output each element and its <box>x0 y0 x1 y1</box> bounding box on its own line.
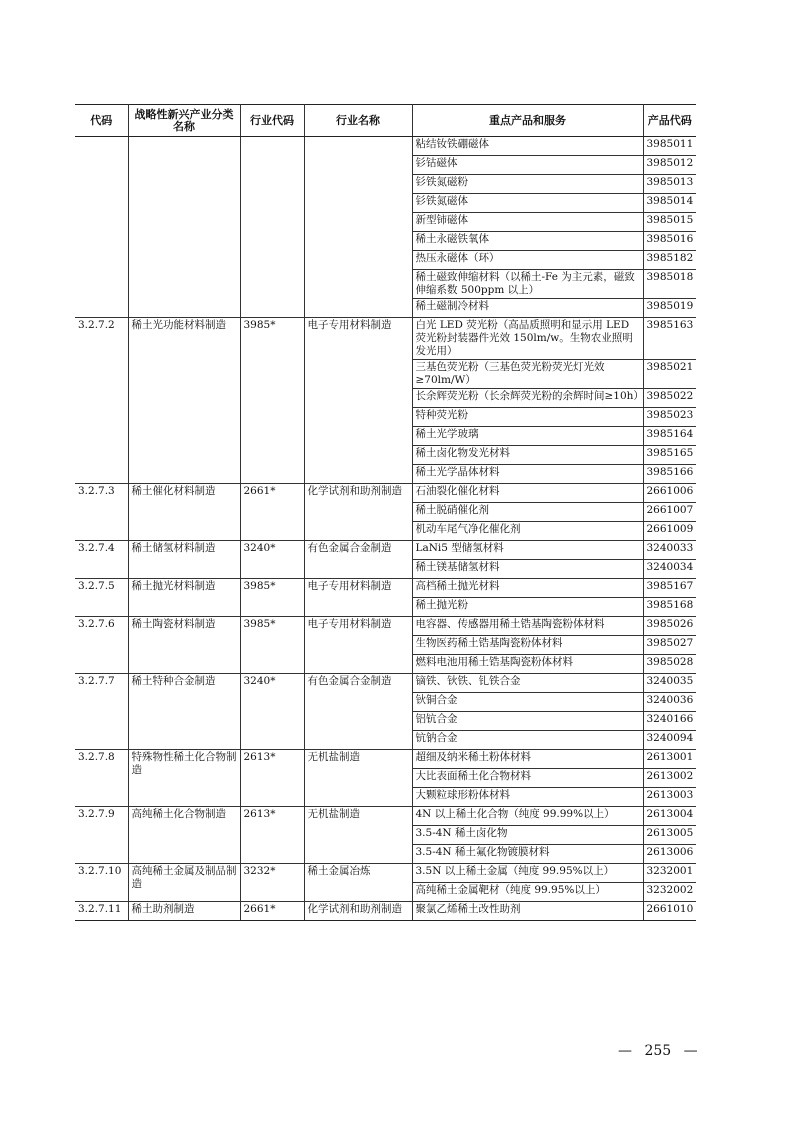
product-name: 4N 以上稀土化合物（纯度 99.99%以上） <box>412 807 643 826</box>
product-name: 稀土脱硝催化剂 <box>412 503 643 522</box>
product-code: 3240034 <box>643 560 696 579</box>
table-row <box>75 864 696 883</box>
footer-dash-left: — <box>618 1043 632 1059</box>
industry-code: 2661* <box>240 902 304 921</box>
page-number: 255 <box>644 1043 672 1059</box>
product-name: 钐铁氮磁体 <box>412 194 643 213</box>
table-header <box>75 105 696 137</box>
header-row <box>75 105 696 137</box>
product-code: 3985167 <box>643 579 696 598</box>
product-name: 粘结钕铁硼磁体 <box>412 137 643 156</box>
product-code: 3985182 <box>643 251 696 270</box>
product-code: 3232001 <box>643 864 696 883</box>
product-name: 三基色荧光粉（三基色荧光粉荧光灯光效≥70lm/W） <box>412 360 643 389</box>
product-code: 2613003 <box>643 788 696 807</box>
industry-name: 有色金属合金制造 <box>304 674 412 750</box>
product-code: 3985027 <box>643 636 696 655</box>
category-code: 3.2.7.11 <box>75 902 128 921</box>
industry-name: 电子专用材料制造 <box>304 318 412 484</box>
product-code: 3985015 <box>643 213 696 232</box>
product-code: 3985165 <box>643 446 696 465</box>
product-code: 2661009 <box>643 522 696 541</box>
industry-name: 无机盐制造 <box>304 750 412 807</box>
category-code: 3.2.7.10 <box>75 864 128 902</box>
industry-product-table <box>75 104 696 921</box>
product-code: 3985019 <box>643 299 696 318</box>
product-code: 3985021 <box>643 360 696 389</box>
table-body <box>75 137 696 921</box>
product-name: 机动车尾气净化催化剂 <box>412 522 643 541</box>
product-code: 3985023 <box>643 408 696 427</box>
category-name: 稀土催化材料制造 <box>128 484 240 541</box>
product-name: 长余辉荧光粉（长余辉荧光粉的余辉时间≥10h） <box>412 389 643 408</box>
product-name: 特种荧光粉 <box>412 408 643 427</box>
product-code: 3240166 <box>643 712 696 731</box>
product-name: 高纯稀土金属靶材（纯度 99.95%以上） <box>412 883 643 902</box>
product-name: 钐钴磁体 <box>412 156 643 175</box>
product-code: 2661007 <box>643 503 696 522</box>
header-code: 代码 <box>75 105 128 137</box>
category-name: 稀土光功能材料制造 <box>128 318 240 484</box>
product-name: 新型铈磁体 <box>412 213 643 232</box>
industry-code: 3985* <box>240 579 304 617</box>
product-name: 高档稀土抛光材料 <box>412 579 643 598</box>
category-name <box>128 137 240 318</box>
product-code: 2613006 <box>643 845 696 864</box>
product-code: 3240033 <box>643 541 696 560</box>
header-product-code: 产品代码 <box>643 105 696 137</box>
category-name: 特殊物性稀土化合物制造 <box>128 750 240 807</box>
product-name: 钬铜合金 <box>412 693 643 712</box>
header-products: 重点产品和服务 <box>412 105 643 137</box>
product-code: 2613005 <box>643 826 696 845</box>
industry-code: 3985* <box>240 318 304 484</box>
product-code: 3985164 <box>643 427 696 446</box>
product-code: 3240035 <box>643 674 696 693</box>
table-row <box>75 807 696 826</box>
product-name: 铝钪合金 <box>412 712 643 731</box>
product-code: 2613001 <box>643 750 696 769</box>
category-name: 稀土特种合金制造 <box>128 674 240 750</box>
product-name: 大比表面稀土化合物材料 <box>412 769 643 788</box>
category-code <box>75 137 128 318</box>
industry-name: 无机盐制造 <box>304 807 412 864</box>
product-name: 稀土卤化物发光材料 <box>412 446 643 465</box>
category-code: 3.2.7.7 <box>75 674 128 750</box>
table-row <box>75 674 696 693</box>
industry-code: 3240* <box>240 674 304 750</box>
product-code: 3985013 <box>643 175 696 194</box>
industry-code: 2613* <box>240 807 304 864</box>
product-code: 3985018 <box>643 270 696 299</box>
category-name: 高纯稀土化合物制造 <box>128 807 240 864</box>
product-code: 3985028 <box>643 655 696 674</box>
product-code: 2613002 <box>643 769 696 788</box>
product-code: 2661006 <box>643 484 696 503</box>
industry-name: 稀土金属冶炼 <box>304 864 412 902</box>
industry-name: 电子专用材料制造 <box>304 617 412 674</box>
industry-name: 有色金属合金制造 <box>304 541 412 579</box>
industry-name: 化学试剂和助剂制造 <box>304 902 412 921</box>
category-code: 3.2.7.8 <box>75 750 128 807</box>
product-name: 稀土光学玻璃 <box>412 427 643 446</box>
table-row <box>75 541 696 560</box>
product-code: 3232002 <box>643 883 696 902</box>
product-code: 3985022 <box>643 389 696 408</box>
product-name: 白光 LED 荧光粉（高品质照明和显示用 LED 荧光粉封装器件光效 150lm/w。生物农业照明发光用） <box>412 318 643 360</box>
product-name: LaNi5 型储氢材料 <box>412 541 643 560</box>
product-name: 钪钠合金 <box>412 731 643 750</box>
product-name: 石油裂化催化材料 <box>412 484 643 503</box>
product-name: 稀土镁基储氢材料 <box>412 560 643 579</box>
header-industry-name: 行业名称 <box>304 105 412 137</box>
product-name: 稀土磁致伸缩材料（以稀土-Fe 为主元素，磁致伸缩系数 500ppm 以上） <box>412 270 643 299</box>
product-name: 镝铁、钬铁、钆铁合金 <box>412 674 643 693</box>
product-name: 稀土光学晶体材料 <box>412 465 643 484</box>
category-code: 3.2.7.5 <box>75 579 128 617</box>
product-name: 稀土永磁铁氧体 <box>412 232 643 251</box>
product-name: 生物医药稀土锆基陶瓷粉体材料 <box>412 636 643 655</box>
industry-code: 3985* <box>240 617 304 674</box>
page-footer <box>618 1043 718 1059</box>
category-code: 3.2.7.3 <box>75 484 128 541</box>
product-name: 聚氯乙烯稀土改性助剂 <box>412 902 643 921</box>
industry-code: 2661* <box>240 484 304 541</box>
industry-name: 电子专用材料制造 <box>304 579 412 617</box>
category-code: 3.2.7.2 <box>75 318 128 484</box>
product-name: 电容器、传感器用稀土锆基陶瓷粉体材料 <box>412 617 643 636</box>
table-row <box>75 318 696 360</box>
industry-name <box>304 137 412 318</box>
product-code: 3985012 <box>643 156 696 175</box>
product-name: 钐铁氮磁粉 <box>412 175 643 194</box>
product-code: 3985011 <box>643 137 696 156</box>
category-name: 稀土抛光材料制造 <box>128 579 240 617</box>
product-name: 大颗粒球形粉体材料 <box>412 788 643 807</box>
product-code: 3240036 <box>643 693 696 712</box>
product-name: 3.5N 以上稀土金属（纯度 99.95%以上） <box>412 864 643 883</box>
table-row <box>75 902 696 921</box>
footer-dash-right: — <box>683 1043 698 1059</box>
table-row <box>75 617 696 636</box>
product-code: 3985026 <box>643 617 696 636</box>
product-code: 3240094 <box>643 731 696 750</box>
category-code: 3.2.7.6 <box>75 617 128 674</box>
table-row <box>75 484 696 503</box>
industry-code: 3240* <box>240 541 304 579</box>
industry-code: 2613* <box>240 750 304 807</box>
product-code: 2613004 <box>643 807 696 826</box>
industry-code: 3232* <box>240 864 304 902</box>
product-name: 超细及纳米稀土粉体材料 <box>412 750 643 769</box>
table-row <box>75 750 696 769</box>
product-name: 稀土抛光粉 <box>412 598 643 617</box>
header-industry-code: 行业代码 <box>240 105 304 137</box>
category-code: 3.2.7.9 <box>75 807 128 864</box>
product-name: 稀土磁制冷材料 <box>412 299 643 318</box>
table-row <box>75 579 696 598</box>
product-name: 热压永磁体（环） <box>412 251 643 270</box>
product-code: 3985014 <box>643 194 696 213</box>
category-name: 稀土助剂制造 <box>128 902 240 921</box>
product-code: 3985016 <box>643 232 696 251</box>
product-name: 3.5-4N 稀土卤化物 <box>412 826 643 845</box>
category-code: 3.2.7.4 <box>75 541 128 579</box>
industry-code <box>240 137 304 318</box>
table-row <box>75 137 696 156</box>
category-name: 稀土储氢材料制造 <box>128 541 240 579</box>
product-name: 3.5-4N 稀土氟化物镀膜材料 <box>412 845 643 864</box>
category-name: 稀土陶瓷材料制造 <box>128 617 240 674</box>
header-category: 战略性新兴产业分类名称 <box>128 105 240 137</box>
product-code: 3985168 <box>643 598 696 617</box>
product-name: 燃料电池用稀土锆基陶瓷粉体材料 <box>412 655 643 674</box>
category-name: 高纯稀土金属及制品制造 <box>128 864 240 902</box>
product-code: 3985163 <box>643 318 696 360</box>
industry-name: 化学试剂和助剂制造 <box>304 484 412 541</box>
product-code: 3985166 <box>643 465 696 484</box>
product-code: 2661010 <box>643 902 696 921</box>
